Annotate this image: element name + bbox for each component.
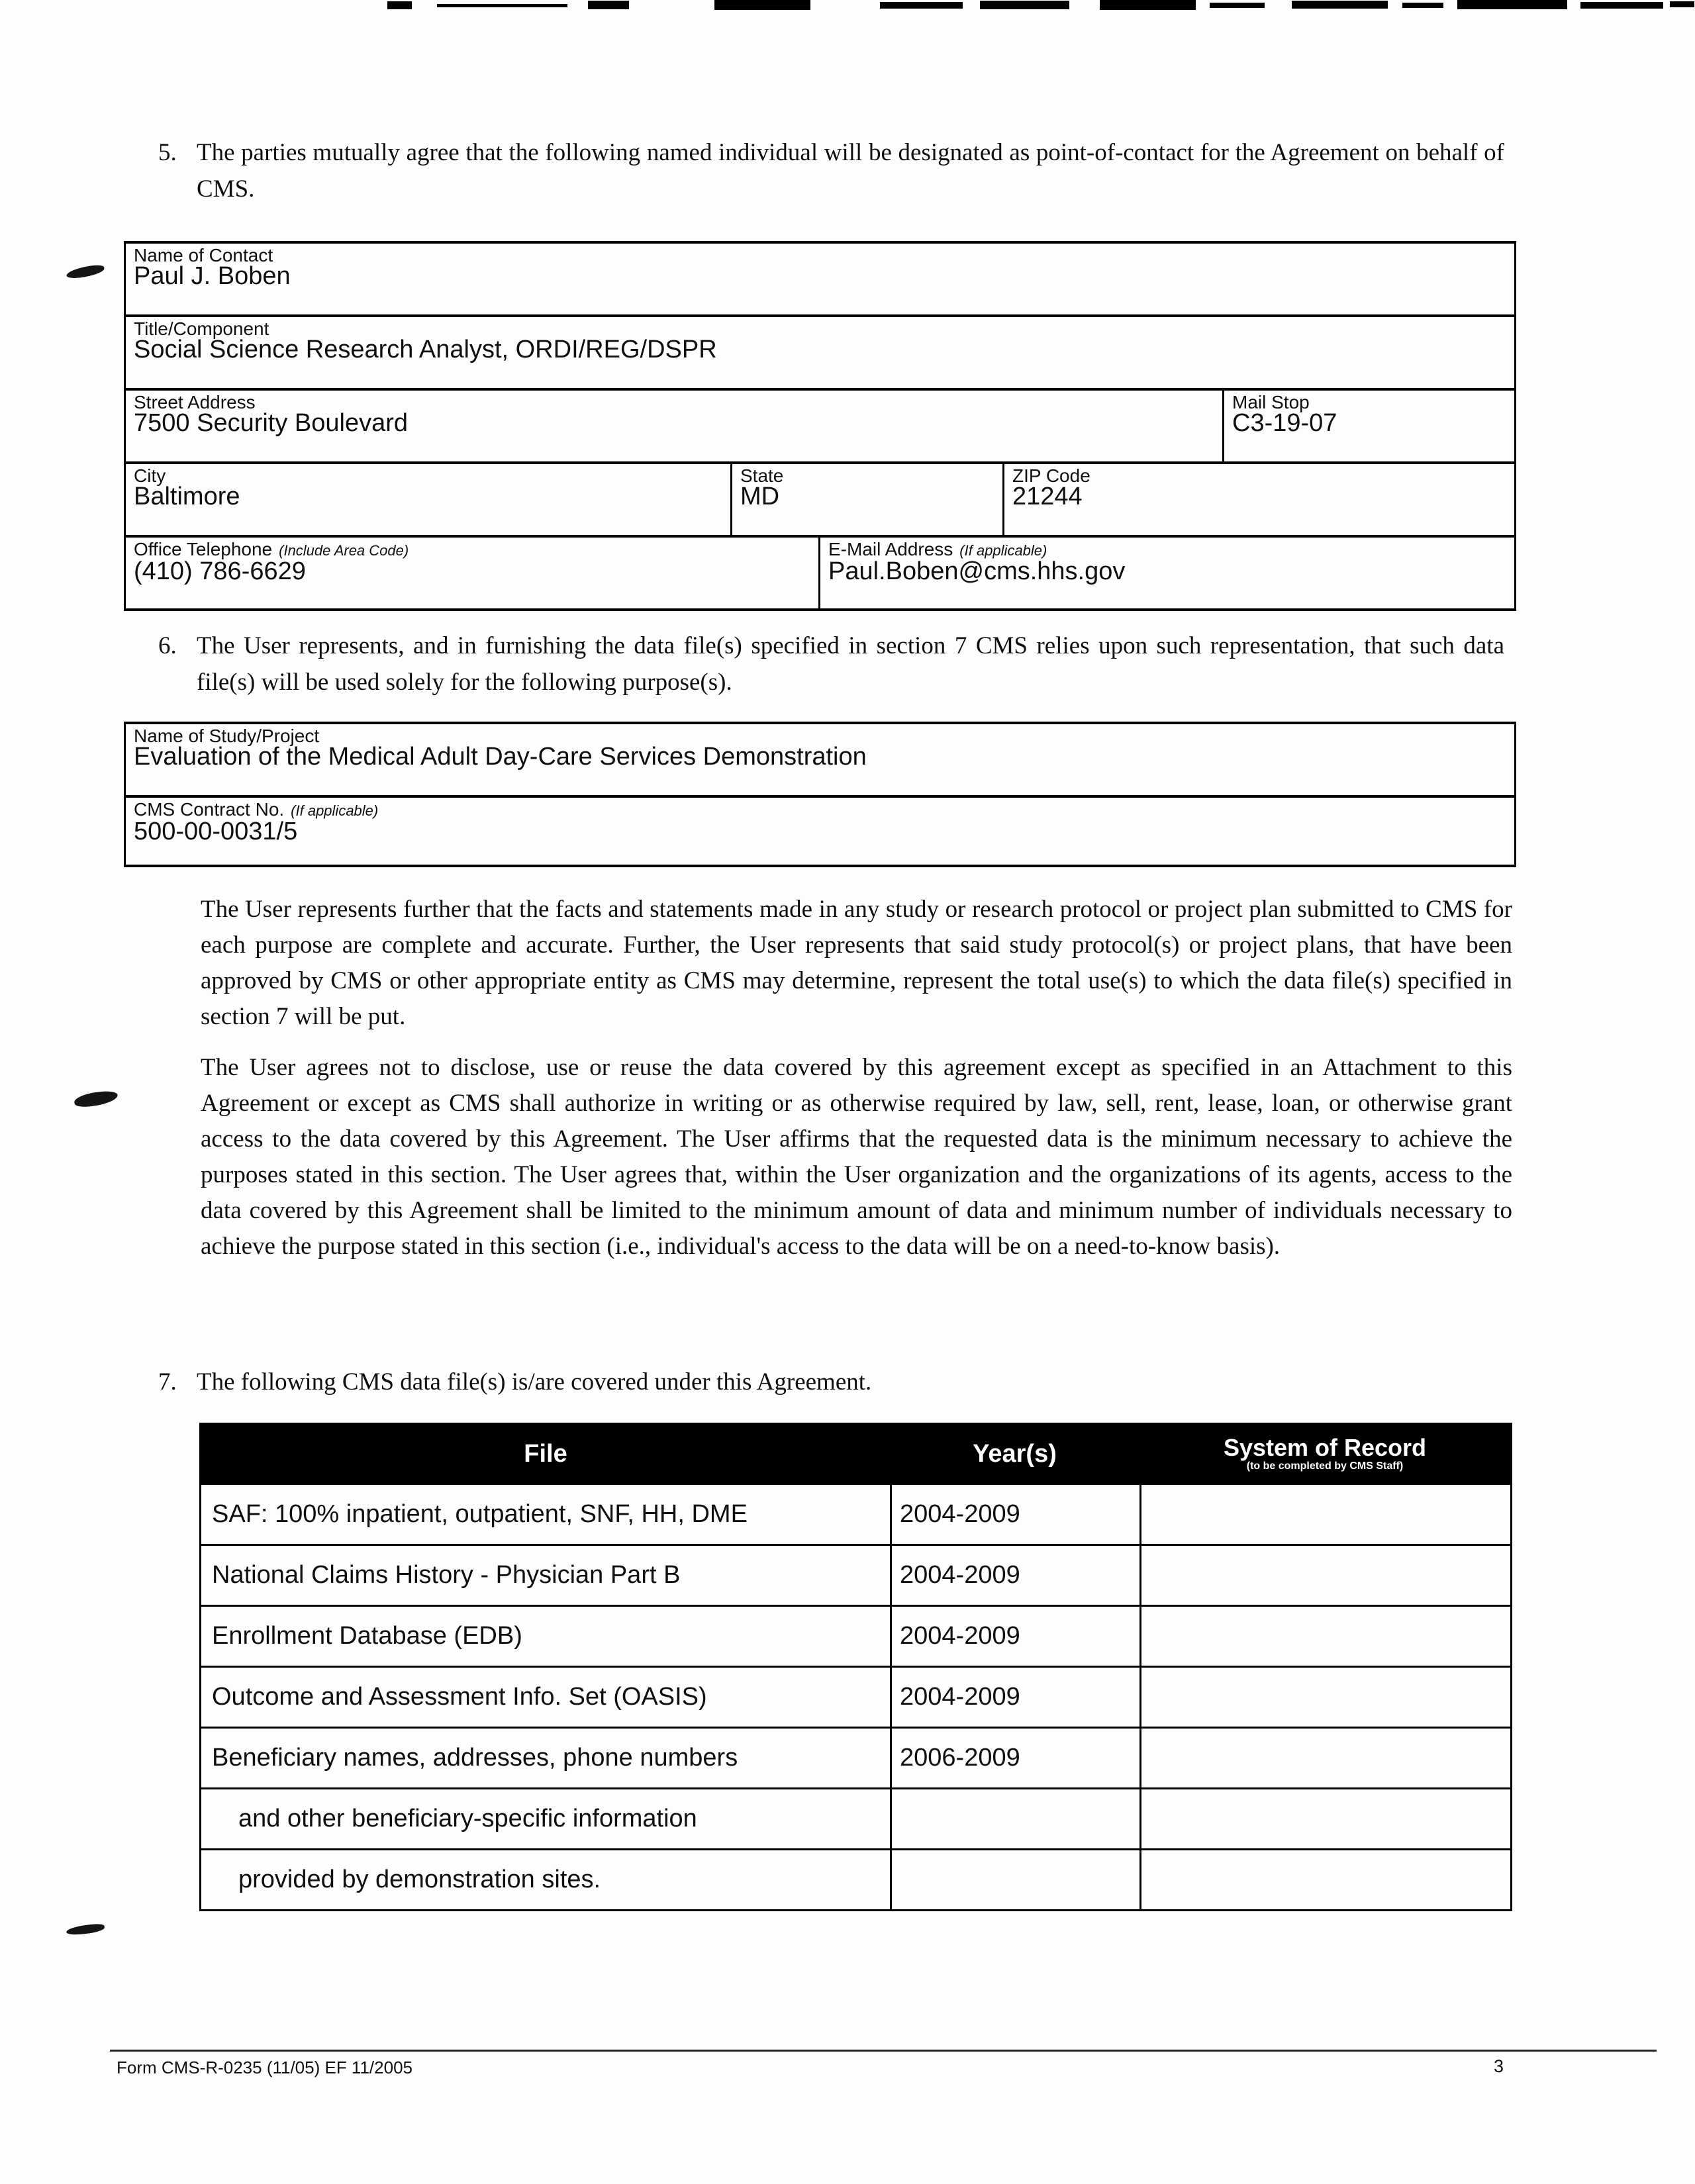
name-of-contact-value: Paul J. Boben	[134, 262, 291, 290]
system-of-record-cell	[1139, 1668, 1510, 1727]
system-of-record-cell	[1139, 1850, 1510, 1909]
field-contract-no	[126, 798, 1514, 865]
zip-code-value: 21244	[1012, 483, 1083, 510]
years-cell: 2004-2009	[890, 1546, 1139, 1605]
table-row	[201, 1727, 1510, 1787]
section-6-number: 6.	[158, 632, 177, 659]
field-street-address	[126, 391, 1222, 461]
pen-mark	[73, 1090, 119, 1109]
contract-no-label: CMS Contract No.	[134, 799, 285, 820]
section-7-text: The following CMS data file(s) is/are covered under this Agreement.	[197, 1368, 872, 1396]
office-telephone-note: (Include Area Code)	[279, 542, 409, 559]
section-5-text: The parties mutually agree that the following named individual will be designated as point-of-contact for the Agreement on behalf of CMS.	[197, 139, 1504, 203]
form-row-title	[126, 317, 1514, 391]
office-telephone-label: Office Telephone	[134, 539, 273, 559]
field-email-address	[818, 538, 1514, 608]
years-cell: 2004-2009	[890, 1485, 1139, 1544]
mail-stop-label: Mail Stop	[1232, 392, 1310, 412]
table-header-file: File	[524, 1439, 567, 1468]
file-cell: SAF: 100% inpatient, outpatient, SNF, HH, DME	[212, 1500, 748, 1528]
table-header-row	[201, 1425, 1510, 1483]
form-row-contract	[126, 798, 1514, 867]
scan-artifact	[1402, 3, 1443, 8]
field-city	[126, 464, 730, 535]
email-address-label: E-Mail Address	[828, 539, 953, 559]
city-label: City	[134, 465, 166, 486]
years-cell: 2004-2009	[890, 1668, 1139, 1727]
field-zip-code	[1002, 464, 1514, 535]
field-study-project	[126, 724, 1514, 795]
section-5-number: 5.	[158, 139, 177, 166]
title-component-value: Social Science Research Analyst, ORDI/REG/DSPR	[134, 336, 717, 363]
state-label: State	[740, 465, 784, 486]
scan-artifact	[1580, 2, 1663, 9]
office-telephone-value: (410) 786-6629	[134, 557, 306, 585]
table-row	[201, 1787, 1510, 1848]
file-cell: Outcome and Assessment Info. Set (OASIS)	[212, 1683, 707, 1711]
file-cell: provided by demonstration sites.	[238, 1866, 601, 1893]
scan-artifact	[1670, 1, 1694, 7]
city-value: Baltimore	[134, 483, 240, 510]
years-cell	[890, 1789, 1139, 1848]
field-state	[730, 464, 1002, 535]
scan-artifact	[1292, 1, 1388, 9]
field-office-telephone	[126, 538, 818, 608]
scan-artifact	[1210, 3, 1265, 8]
scan-artifact	[1100, 0, 1196, 10]
study-project-label: Name of Study/Project	[134, 726, 320, 746]
paragraph-representations: The User represents further that the facts and statements made in any study or research protocol or project plan submitted to CMS for each purpose are complete and accurate. Further, the User represents that said study protocol(s) or project plans, that have been approved by CMS or other appropriate entity as CMS may determine, represent the total use(s) to which the data file(s) specified in section 7 will be put.	[201, 896, 1512, 1030]
pen-mark	[66, 1923, 105, 1936]
form-row-name	[126, 244, 1514, 317]
email-address-note: (If applicable)	[959, 542, 1047, 559]
field-title-component	[126, 317, 1514, 388]
years-cell: 2004-2009	[890, 1607, 1139, 1666]
state-value: MD	[740, 483, 780, 510]
form-row-phone	[126, 538, 1514, 611]
system-of-record-cell	[1139, 1729, 1510, 1787]
scan-artifact	[880, 2, 963, 9]
file-cell: and other beneficiary-specific information	[238, 1805, 697, 1832]
file-cell: National Claims History - Physician Part B	[212, 1561, 681, 1589]
contact-form	[124, 241, 1516, 611]
table-header-years: Year(s)	[973, 1439, 1057, 1468]
table-header-system-note: (to be completed by CMS Staff)	[1246, 1460, 1404, 1472]
study-form	[124, 722, 1516, 867]
years-cell	[890, 1850, 1139, 1909]
table-header-system-title: System of Record	[1223, 1434, 1427, 1461]
table-row	[201, 1666, 1510, 1727]
scan-artifact	[1457, 0, 1567, 9]
scan-artifact	[437, 4, 567, 7]
contract-no-value: 500-00-0031/5	[134, 818, 298, 845]
scan-artifact	[980, 1, 1069, 9]
mail-stop-value: C3-19-07	[1232, 409, 1337, 437]
email-address-value: Paul.Boben@cms.hhs.gov	[828, 557, 1126, 585]
table-row	[201, 1544, 1510, 1605]
section-7	[158, 1364, 1504, 1400]
form-row-study	[126, 724, 1514, 798]
title-component-label: Title/Component	[134, 318, 269, 339]
footer-page-number: 3	[1494, 2056, 1504, 2076]
pen-mark	[66, 263, 105, 280]
field-mail-stop	[1222, 391, 1512, 461]
system-of-record-cell	[1139, 1485, 1510, 1544]
street-address-value: 7500 Security Boulevard	[134, 409, 409, 437]
scan-artifact	[588, 1, 629, 9]
street-address-label: Street Address	[134, 392, 256, 412]
table-row	[201, 1483, 1510, 1544]
section-7-number: 7.	[158, 1368, 177, 1396]
data-files-table	[199, 1423, 1512, 1911]
section-6	[158, 628, 1504, 700]
scan-artifact	[714, 0, 810, 10]
system-of-record-cell	[1139, 1789, 1510, 1848]
scan-artifact	[387, 1, 412, 9]
table-row	[201, 1848, 1510, 1909]
system-of-record-cell	[1139, 1546, 1510, 1605]
footer-form-number: Form CMS-R-0235 (11/05) EF 11/2005	[117, 2058, 412, 2077]
system-of-record-cell	[1139, 1607, 1510, 1666]
years-cell: 2006-2009	[890, 1729, 1139, 1787]
file-cell: Beneficiary names, addresses, phone numbers	[212, 1744, 738, 1772]
name-of-contact-label: Name of Contact	[134, 245, 273, 265]
study-project-value: Evaluation of the Medical Adult Day-Care Services Demonstration	[134, 743, 867, 771]
paragraph-disclosure: The User agrees not to disclose, use or reuse the data covered by this agreement except as specified in an Attachment to this Agreement or except as CMS shall authorize in writing or as otherwise required by law, sell, rent, lease, loan, or otherwise grant access to the data covered by this Agreement. The User affirms that the requested data is the minimum necessary to achieve the purposes stated in this section. The User agrees that, within the User organization and the organizations of its agents, access to the data covered by this Agreement shall be limited to the minimum amount of data and minimum number of individuals necessary to achieve the purpose stated in this section (i.e., individual's access to the data will be on a need-to-know basis).	[201, 1054, 1512, 1260]
section-5	[158, 134, 1504, 207]
form-row-street	[126, 391, 1514, 464]
zip-code-label: ZIP Code	[1012, 465, 1090, 486]
file-cell: Enrollment Database (EDB)	[212, 1622, 522, 1650]
table-header-system	[1139, 1435, 1510, 1472]
contract-no-note: (If applicable)	[291, 802, 379, 819]
section-6-text: The User represents, and in furnishing the data file(s) specified in section 7 CMS relies upon such representation, that such data file(s) will be used solely for the following purpose(s).	[197, 632, 1504, 696]
table-row	[201, 1605, 1510, 1666]
form-row-city	[126, 464, 1514, 538]
field-name-of-contact	[126, 244, 1514, 314]
footer-rule	[110, 2050, 1657, 2052]
